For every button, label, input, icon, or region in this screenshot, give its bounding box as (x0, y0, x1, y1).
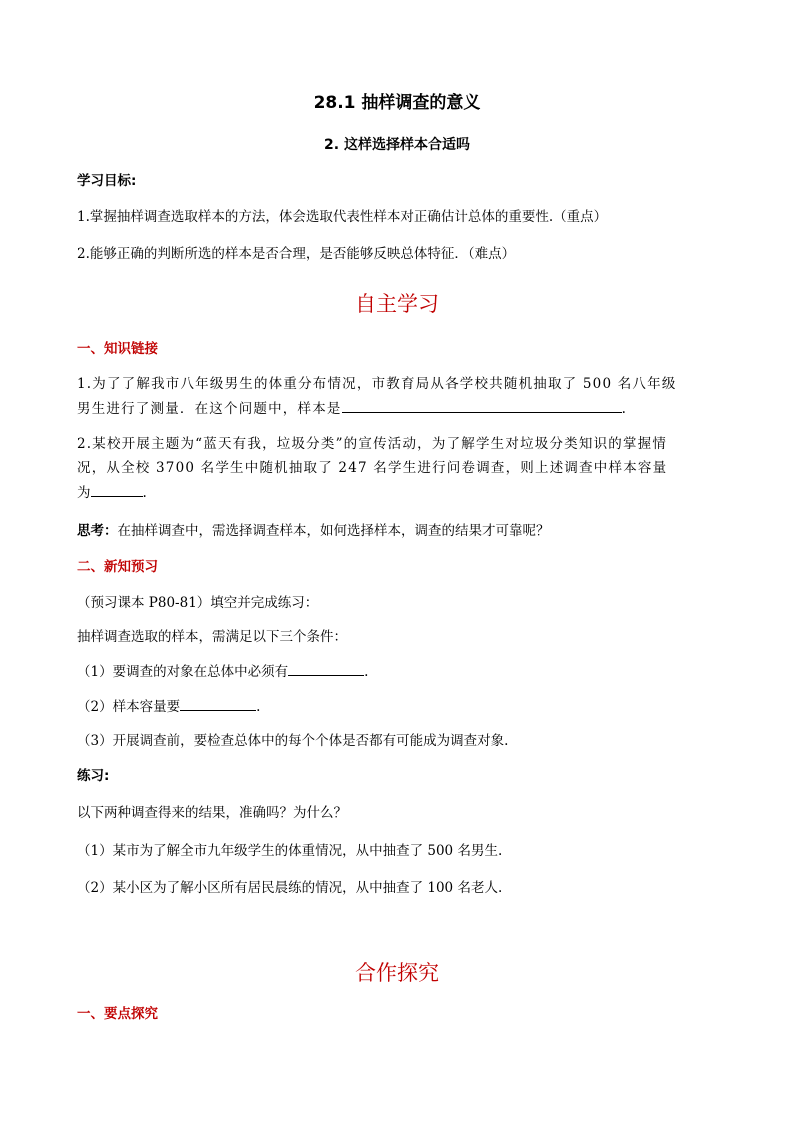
question-2-line-3 (77, 482, 147, 503)
practice-question: 以下两种调查得来的结果，准确吗？为什么？ (77, 805, 347, 821)
page-subtitle: 2. 这样选择样本合适吗 (324, 137, 470, 153)
condition-3: （3）开展调查前，要检查总体中的每个个体是否都有可能成为调查对象. (77, 733, 509, 749)
question-2-line-2: 况，从全校 3700 名学生中随机抽取了 247 名学生进行问卷调查，则上述调查中样本容量 (77, 460, 668, 476)
question-2-line-1: 2.某校开展主题为“蓝天有我，垃圾分类”的宣传活动，为了解学生对垃圾分类知识的掌握情 (77, 436, 668, 452)
answer-blank-sample-size[interactable] (91, 482, 143, 497)
condition-2-prefix: （2）样本容量要 (77, 699, 181, 715)
question-2-suffix: . (142, 485, 147, 501)
preview-intro: （预习课本 P80-81）填空并完成练习： (77, 595, 319, 611)
answer-blank-sample[interactable] (342, 398, 622, 413)
think-label: 思考： (77, 523, 118, 539)
question-1-line-1: 1.为了了解我市八年级男生的体重分布情况，市教育局从各学校共随机抽取了 500 名八年级 (77, 376, 677, 392)
question-1-suffix: . (621, 401, 628, 417)
condition-1-suffix: . (364, 664, 369, 680)
think-line (77, 521, 550, 541)
section-title-cooperation: 合作探究 (355, 961, 439, 985)
objective-item-1: 1.掌握抽样调查选取样本的方法，体会选取代表性样本对正确估计总体的重要性.（重点） (77, 209, 608, 225)
condition-1-prefix: （1）要调查的对象在总体中必须有 (77, 664, 289, 680)
answer-blank-condition-1[interactable] (288, 661, 364, 676)
question-1-prefix: 男生进行了测量．在这个问题中，样本是 (77, 401, 342, 417)
question-1-line-2 (77, 398, 627, 419)
practice-item-1: （1）某市为了解全市九年级学生的体重情况，从中抽查了 500 名男生. (77, 843, 503, 859)
preview-heading: 二、新知预习 (77, 559, 158, 575)
practice-heading: 练习: (77, 768, 110, 784)
condition-2 (77, 696, 260, 717)
think-text: 在抽样调查中，需选择调查样本，如何选择样本，调查的结果才可靠呢？ (117, 523, 550, 539)
objective-item-2: 2.能够正确的判断所选的样本是否合理，是否能够反映总体特征．（难点） (77, 246, 516, 262)
condition-2-suffix: . (256, 699, 261, 715)
section-title-self-study: 自主学习 (355, 292, 439, 316)
preview-lead: 抽样调查选取的样本，需满足以下三个条件： (77, 629, 347, 645)
key-points-heading: 一、要点探究 (77, 1006, 158, 1022)
practice-item-2: （2）某小区为了解小区所有居民晨练的情况，从中抽查了 100 名老人. (77, 880, 503, 896)
question-2-prefix: 为 (77, 485, 91, 501)
page-title: 28.1 抽样调查的意义 (313, 93, 481, 113)
condition-1 (77, 661, 368, 682)
knowledge-link-heading: 一、知识链接 (77, 341, 158, 357)
objectives-heading: 学习目标: (77, 173, 137, 189)
answer-blank-condition-2[interactable] (180, 696, 256, 711)
